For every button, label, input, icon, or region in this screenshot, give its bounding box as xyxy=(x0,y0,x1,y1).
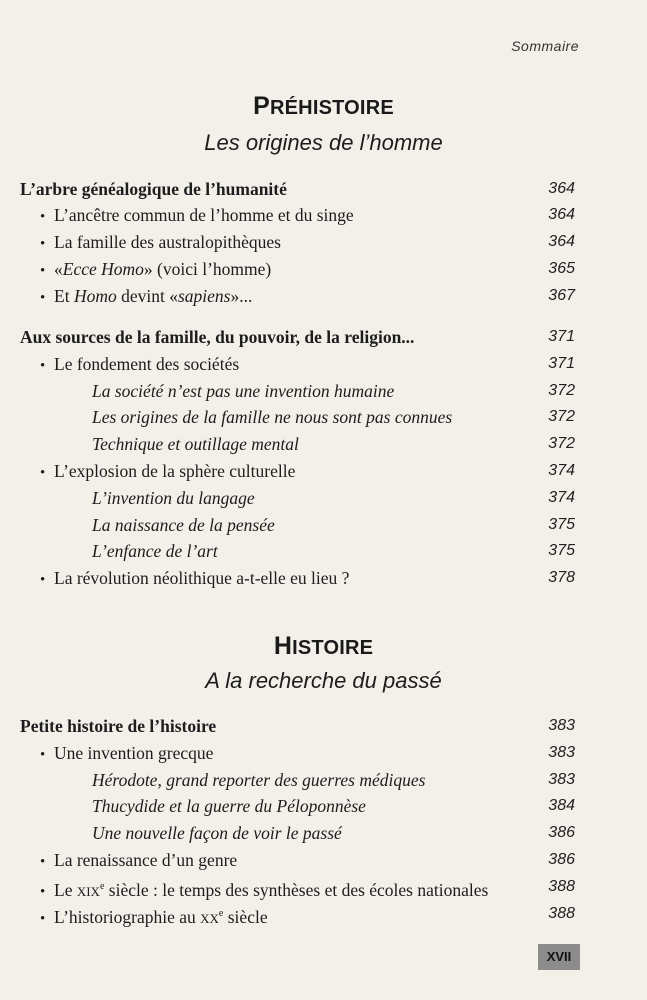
toc-entry[interactable] xyxy=(0,713,647,739)
toc-entry[interactable] xyxy=(0,378,647,404)
entry-title: La révolution néolithique a-t-elle eu lieu ? xyxy=(54,568,350,588)
entry-title: L’explosion de la sphère culturelle xyxy=(54,461,296,481)
page-number: 367 xyxy=(548,287,575,304)
bullet-icon: • xyxy=(40,263,46,279)
superscript: e xyxy=(99,881,105,892)
entry-title-post: siècle xyxy=(223,906,268,927)
entry-title: L’ancêtre commun de l’homme et du singe xyxy=(54,205,354,225)
page-number: 383 xyxy=(548,717,575,734)
entry-title: Technique et outillage mental xyxy=(92,434,299,454)
page-number: 371 xyxy=(548,328,575,345)
toc-entry[interactable] xyxy=(0,431,647,457)
entry-title: Le fondement des sociétés xyxy=(54,354,240,374)
toc-entry[interactable] xyxy=(0,202,647,228)
entry-title-pre: L’historiographie au xyxy=(54,906,201,927)
entry-title-pre: « xyxy=(54,259,63,279)
section-title-prehistoire xyxy=(0,92,647,121)
toc-entry[interactable] xyxy=(0,283,647,309)
entry-title-mid: devint « xyxy=(116,286,178,306)
page-number: 386 xyxy=(548,824,575,841)
toc-entry[interactable] xyxy=(0,565,647,591)
entry-title: Petite histoire de l’histoire xyxy=(20,716,217,736)
toc-entry[interactable] xyxy=(0,485,647,511)
toc-entry[interactable] xyxy=(0,229,647,255)
page-number: 388 xyxy=(548,878,575,895)
page-number: 372 xyxy=(548,435,575,452)
superscript: e xyxy=(218,908,224,919)
entry-title: L’arbre généalogique de l’humanité xyxy=(20,179,287,199)
toc-entry[interactable] xyxy=(0,458,647,484)
page-number: 383 xyxy=(548,771,575,788)
toc-entry[interactable] xyxy=(0,404,647,430)
page-number: 375 xyxy=(548,542,575,559)
bullet-icon: • xyxy=(40,465,46,481)
title-initial: P xyxy=(253,92,270,120)
bullet-icon: • xyxy=(40,910,46,927)
toc-entry[interactable] xyxy=(0,767,647,793)
entry-title-emphasis: sapiens xyxy=(177,286,231,306)
bullet-icon: • xyxy=(40,747,46,763)
small-caps-numeral: XX xyxy=(200,910,219,926)
entry-title: L’enfance de l’art xyxy=(92,541,218,561)
entry-title: Thucydide et la guerre du Péloponnèse xyxy=(92,796,366,816)
toc-entry[interactable] xyxy=(0,847,647,873)
entry-title: Une invention grecque xyxy=(54,743,214,763)
bullet-icon: • xyxy=(40,572,46,588)
bullet-icon: • xyxy=(40,209,46,225)
section-subtitle-prehistoire: Les origines de l’homme xyxy=(204,130,443,155)
small-caps-numeral: XIX xyxy=(76,883,100,899)
entry-title: La société n’est pas une invention humaine xyxy=(92,381,395,401)
entry-title-pre: Et xyxy=(54,286,74,306)
page-number: 372 xyxy=(548,408,575,425)
page-number: 364 xyxy=(548,180,575,197)
toc-entry[interactable] xyxy=(0,820,647,846)
folio-page-number: XVII xyxy=(538,944,580,970)
page-number: 378 xyxy=(548,569,575,586)
title-rest: ISTOIRE xyxy=(292,637,374,659)
page-number: 372 xyxy=(548,382,575,399)
toc-entry[interactable] xyxy=(0,793,647,819)
bullet-icon: • xyxy=(40,883,46,900)
page-number: 375 xyxy=(548,516,575,533)
section-title-histoire xyxy=(0,632,647,661)
entry-title: Une nouvelle façon de voir le passé xyxy=(92,823,342,843)
title-rest: RÉHISTOIRE xyxy=(270,97,394,119)
entry-title-post: » (voici l’homme) xyxy=(143,259,272,279)
entry-title-emphasis: Ecce Homo xyxy=(62,259,144,279)
page-number: 388 xyxy=(548,905,575,922)
entry-title: La naissance de la pensée xyxy=(92,515,275,535)
toc-entry[interactable] xyxy=(0,351,647,377)
bullet-icon: • xyxy=(40,854,46,870)
toc-entry[interactable] xyxy=(0,874,647,900)
page-number: 374 xyxy=(548,489,575,506)
bullet-icon: • xyxy=(40,236,46,252)
page-number: 374 xyxy=(548,462,575,479)
toc-entry[interactable] xyxy=(0,740,647,766)
page-number: 365 xyxy=(548,260,575,277)
page-number: 371 xyxy=(548,355,575,372)
page-number: 386 xyxy=(548,851,575,868)
bullet-icon: • xyxy=(40,358,46,374)
entry-title: La famille des australopithèques xyxy=(54,232,281,252)
entry-title-post: siècle : le temps des synthèses et des écoles nationales xyxy=(104,879,489,900)
entry-title: Les origines de la famille ne nous sont pas connues xyxy=(92,407,453,427)
entry-title: La renaissance d’un genre xyxy=(54,850,238,870)
running-head: Sommaire xyxy=(511,38,579,54)
bullet-icon: • xyxy=(40,290,46,306)
page-number: 364 xyxy=(548,233,575,250)
toc-entry[interactable] xyxy=(0,512,647,538)
section-subtitle-histoire: A la recherche du passé xyxy=(205,668,442,693)
entry-title: Hérodote, grand reporter des guerres médiques xyxy=(92,770,426,790)
toc-entry[interactable] xyxy=(0,176,647,202)
page-number: 384 xyxy=(548,797,575,814)
entry-title-emphasis: Homo xyxy=(73,286,117,306)
entry-title-post: »... xyxy=(230,286,253,306)
toc-entry[interactable] xyxy=(0,538,647,564)
entry-title: Aux sources de la famille, du pouvoir, de la religion... xyxy=(20,327,415,347)
title-initial: H xyxy=(273,632,293,660)
toc-entry[interactable] xyxy=(0,901,647,927)
toc-entry[interactable] xyxy=(0,256,647,282)
page-number: 383 xyxy=(548,744,575,761)
entry-title-pre: Le xyxy=(54,879,77,900)
page-number: 364 xyxy=(548,206,575,223)
toc-entry[interactable] xyxy=(0,324,647,350)
entry-title: L’invention du langage xyxy=(92,488,255,508)
